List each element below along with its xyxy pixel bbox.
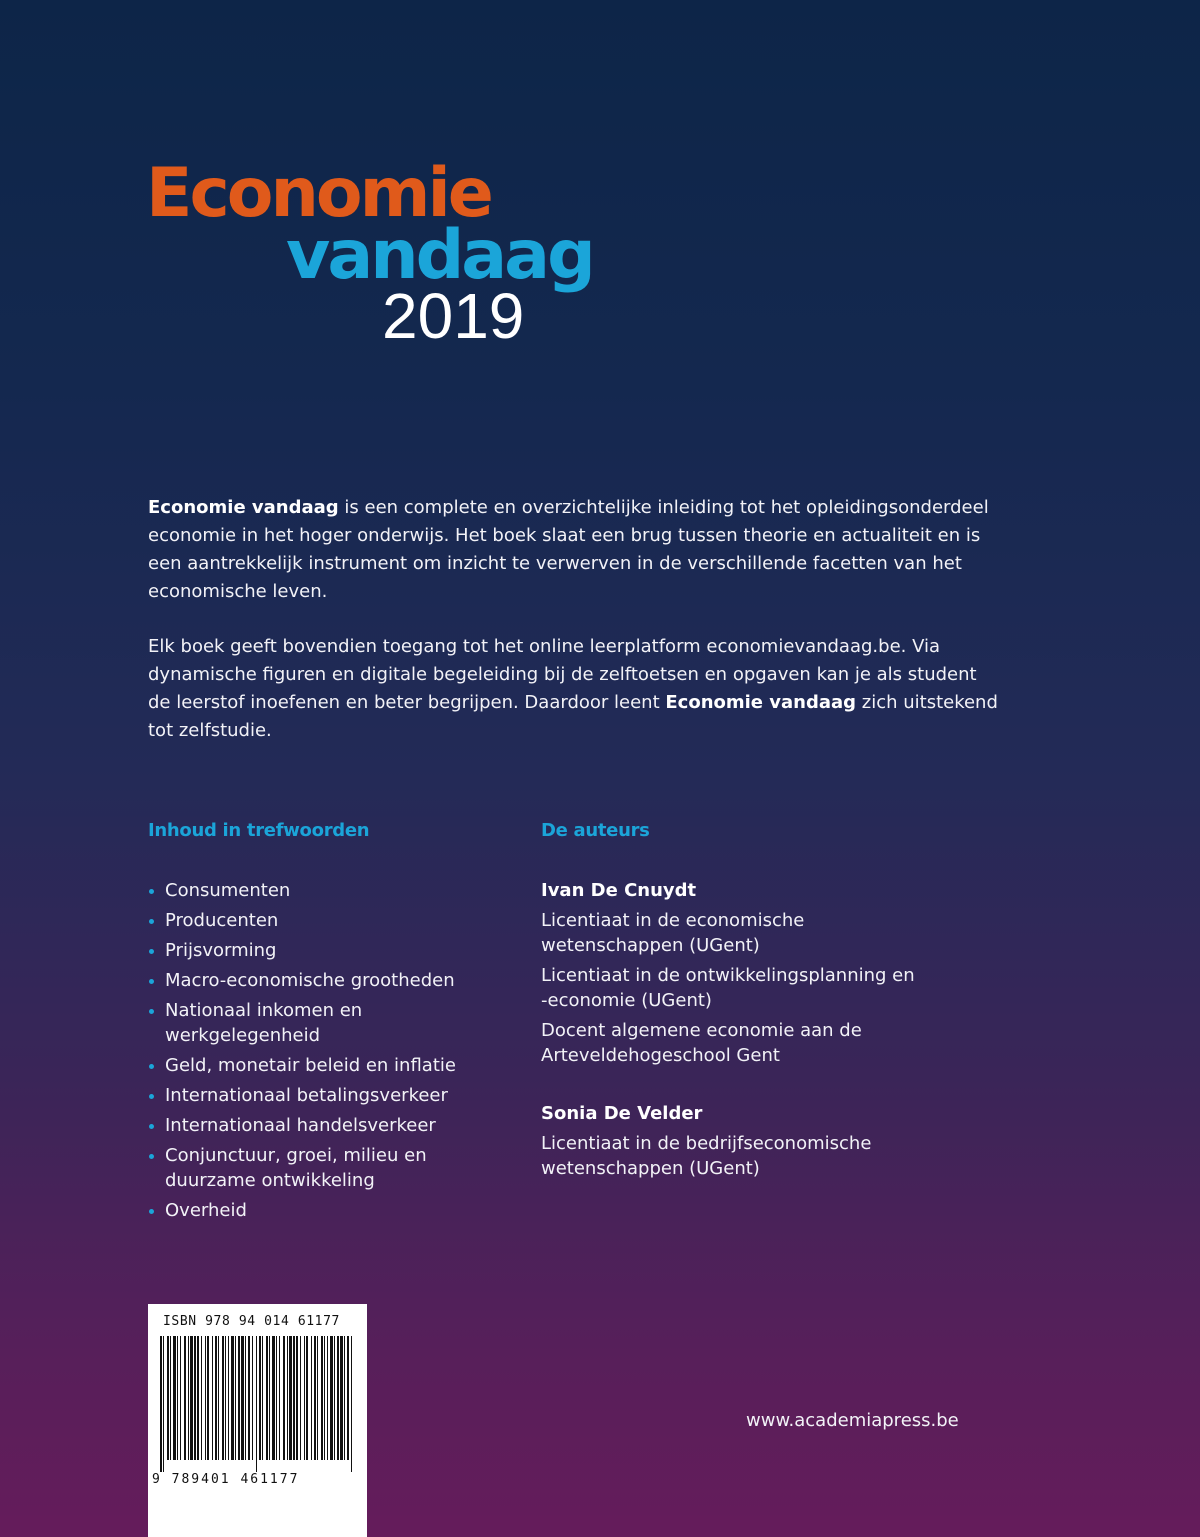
intro-p2-text-end: zich uitstekend tot zelfstudie. [148, 692, 998, 741]
barcode-bar [231, 1336, 234, 1460]
barcode-bar [173, 1336, 176, 1460]
intro-paragraph-2 [148, 633, 998, 745]
barcode-bar [300, 1336, 301, 1460]
author-block [541, 878, 921, 1068]
barcode-bar [190, 1336, 193, 1460]
intro-p1-text: is een complete en overzichtelijke inleiding tot het opleidingsonderdeel economie in het hoger onderwijs. Het boek slaat een brug tussen theorie en actualiteit en is een aantrekkelijk instrument om inzicht te verwerven in de verschillende facetten van het economische leven. [148, 497, 989, 602]
barcode-bar [283, 1336, 285, 1460]
author-name: Ivan De Cnuydt [541, 880, 697, 901]
isbn-text: ISBN 978 94 014 61177 [163, 1314, 340, 1329]
barcode-bar [327, 1336, 328, 1460]
barcode-bar [262, 1336, 263, 1460]
barcode-bar [160, 1336, 162, 1472]
bullet-icon [149, 1209, 154, 1214]
bullet-icon [149, 1124, 154, 1129]
intro-p2-text-start: Elk boek geeft bovendien toegang tot het online leerplatform economievandaag.be. Via dynamische figuren en digitale begeleiding bij de zelftoetsen en opgaven kan je als student de leerstof inoefenen en beter begrijpen. Daardoor leent [148, 636, 977, 713]
barcode-bar [205, 1336, 206, 1460]
barcode-bar [311, 1336, 312, 1460]
bullet-icon [149, 889, 154, 894]
author-block [541, 1101, 921, 1181]
barcode-bar [276, 1336, 277, 1460]
title-vandaag: vandaag [286, 216, 593, 295]
barcode-bar [347, 1336, 349, 1460]
barcode-bar [222, 1336, 224, 1460]
title-economie: Economie [146, 154, 491, 233]
barcode-bar [296, 1336, 298, 1460]
intro-p1-bold: Economie vandaag [148, 497, 339, 518]
list-item [148, 938, 478, 963]
bullet-icon [149, 979, 154, 984]
barcode-bar [293, 1336, 295, 1460]
barcode-bar [184, 1336, 186, 1460]
barcode-bar [321, 1336, 323, 1460]
list-item [148, 1198, 478, 1223]
list-item-text: Overheid [165, 1200, 247, 1221]
barcode-bar [266, 1336, 268, 1460]
barcode-bar [238, 1336, 240, 1460]
barcode-bar [287, 1336, 288, 1460]
bullet-icon [149, 919, 154, 924]
barcode-bar [304, 1336, 305, 1460]
barcode [148, 1304, 367, 1537]
author-credential: Licentiaat in de ontwikkelingsplanning en -economie (UGent) [541, 965, 915, 1011]
barcode-bar [167, 1336, 169, 1460]
author-name: Sonia De Velder [541, 1103, 703, 1124]
barcode-bars [158, 1336, 358, 1472]
authors-heading: De auteurs [541, 820, 650, 841]
author-credential: Licentiaat in de bedrijfseconomische wetenschappen (UGent) [541, 1133, 872, 1179]
list-item [148, 1083, 478, 1108]
bullet-icon [149, 1154, 154, 1159]
list-item [148, 998, 478, 1048]
contents-list [148, 878, 478, 1228]
list-item [148, 968, 478, 993]
barcode-bar [252, 1336, 253, 1460]
barcode-bar [306, 1336, 308, 1460]
list-item [148, 878, 478, 903]
list-item-text: Conjunctuur, groei, milieu en duurzame ontwikkeling [165, 1145, 427, 1191]
barcode-bar [330, 1336, 333, 1460]
list-item-text: Internationaal betalingsverkeer [165, 1085, 448, 1106]
barcode-bar [351, 1336, 352, 1472]
bullet-icon [149, 949, 154, 954]
barcode-bar [197, 1336, 199, 1460]
barcode-bar [279, 1336, 280, 1460]
list-item [148, 908, 478, 933]
barcode-bar [324, 1336, 325, 1460]
ean-digits: 9 789401 461177 [152, 1472, 300, 1487]
barcode-bar [215, 1336, 217, 1460]
list-item [148, 1053, 478, 1078]
barcode-bar [314, 1336, 316, 1460]
barcode-bar [212, 1336, 213, 1460]
list-item [148, 1143, 478, 1193]
barcode-bar [235, 1336, 236, 1460]
barcode-bar [180, 1336, 181, 1460]
list-item-text: Prijsvorming [165, 940, 277, 961]
list-item-text: Geld, monetair beleid en inflatie [165, 1055, 456, 1076]
bullet-icon [149, 1064, 154, 1069]
contents-heading: Inhoud in trefwoorden [148, 820, 370, 841]
list-item-text: Internationaal handelsverkeer [165, 1115, 436, 1136]
author-credential: Licentiaat in de economische wetenschappen (UGent) [541, 910, 805, 956]
barcode-bar [207, 1336, 209, 1460]
list-item-text: Nationaal inkomen en werkgelegenheid [165, 1000, 363, 1046]
barcode-bar [225, 1336, 226, 1460]
bullet-icon [149, 1009, 154, 1014]
title-year: 2019 [382, 280, 525, 352]
barcode-bar [177, 1336, 178, 1460]
intro-p2-bold: Economie vandaag [665, 692, 857, 713]
list-item-text: Macro-economische grootheden [165, 970, 455, 991]
authors-section [541, 878, 921, 1214]
list-item [148, 1113, 478, 1138]
barcode-bar [188, 1336, 189, 1460]
list-item-text: Producenten [165, 910, 279, 931]
publisher-website: www.academiapress.be [746, 1410, 959, 1431]
barcode-bar [248, 1336, 250, 1460]
barcode-bar [228, 1336, 229, 1460]
barcode-bar [241, 1336, 244, 1460]
barcode-bar [344, 1336, 345, 1460]
barcode-bar [218, 1336, 219, 1460]
author-credential: Docent algemene economie aan de Arteveldehogeschool Gent [541, 1020, 862, 1066]
barcode-bar [289, 1336, 292, 1460]
barcode-bar [256, 1336, 257, 1472]
barcode-bar [194, 1336, 196, 1460]
intro-paragraph-1 [148, 494, 998, 606]
barcode-bar [170, 1336, 171, 1460]
barcode-bar [259, 1336, 261, 1460]
intro-text [148, 494, 998, 772]
barcode-bar [334, 1336, 335, 1460]
barcode-bar [337, 1336, 339, 1460]
barcode-bar [245, 1336, 246, 1460]
barcode-bar [340, 1336, 343, 1460]
barcode-bar [269, 1336, 270, 1460]
bullet-icon [149, 1094, 154, 1099]
barcode-bar [163, 1336, 164, 1472]
barcode-bar [201, 1336, 202, 1460]
barcode-bar [317, 1336, 318, 1460]
barcode-bar [272, 1336, 275, 1460]
list-item-text: Consumenten [165, 880, 291, 901]
